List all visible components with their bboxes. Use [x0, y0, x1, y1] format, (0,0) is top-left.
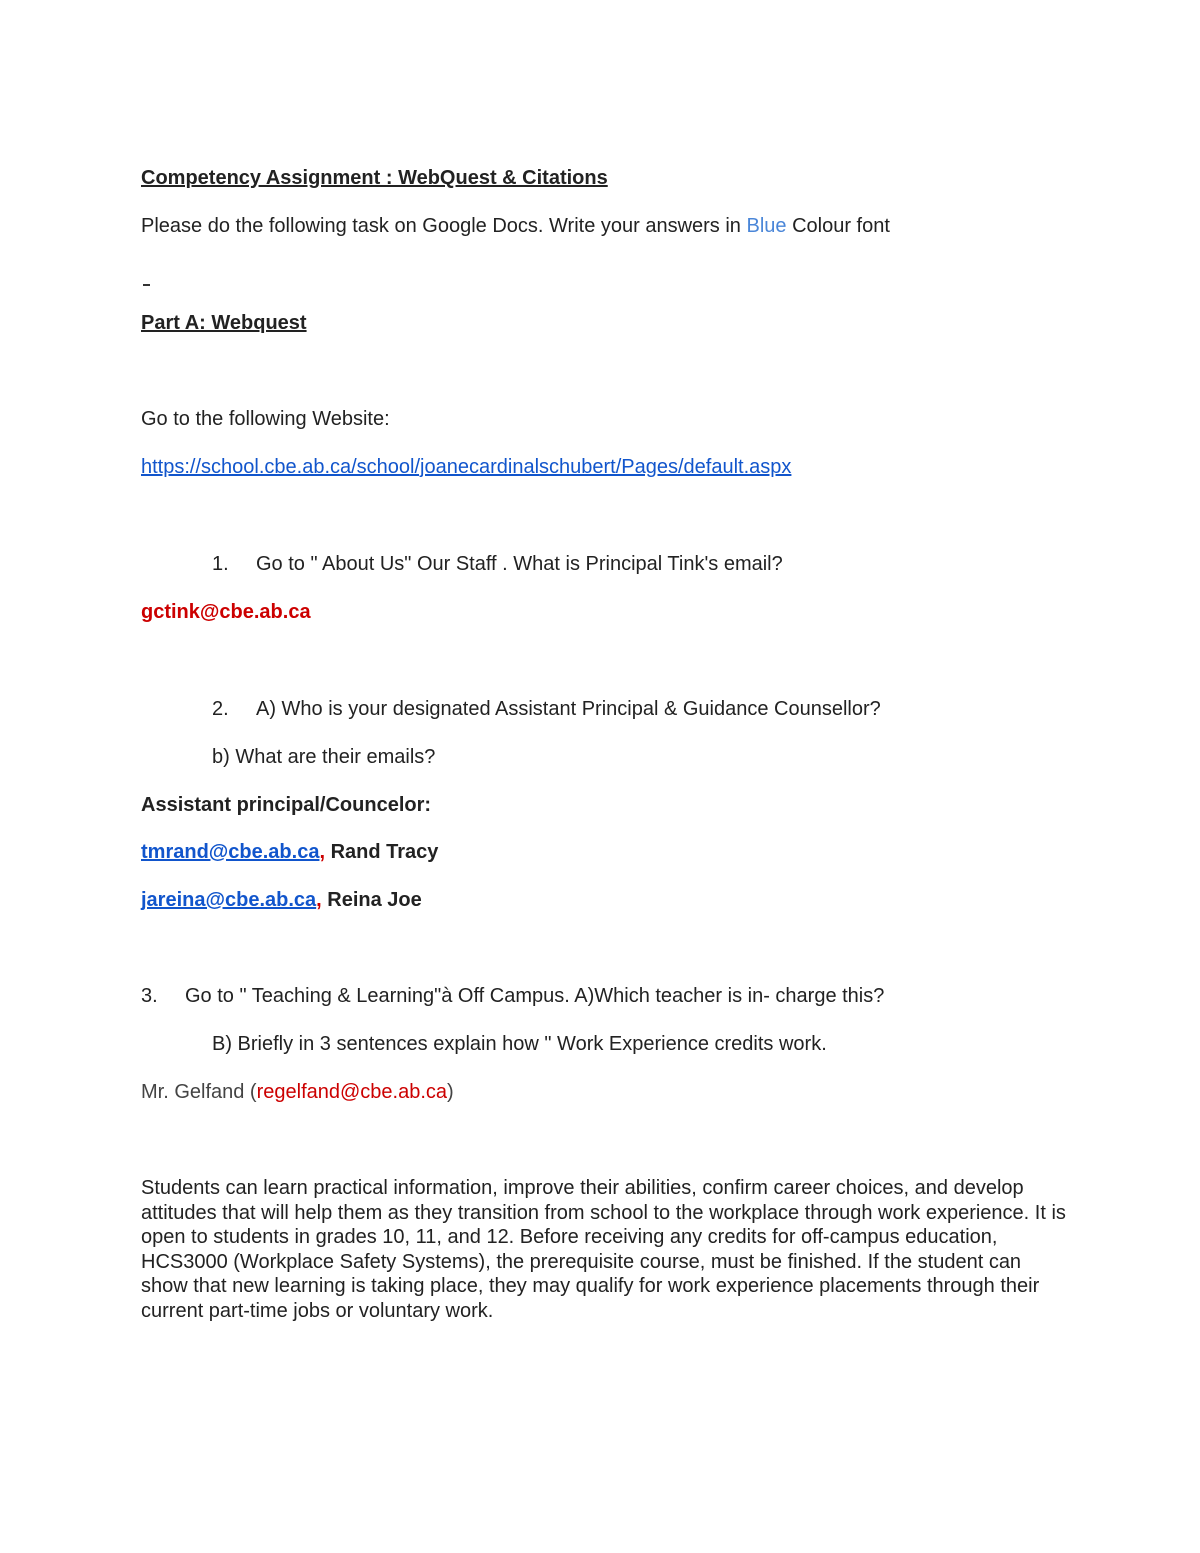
intro-instruction: [141, 214, 890, 238]
contact-email-link[interactable]: tmrand@cbe.ab.ca: [141, 841, 320, 863]
question-1-number: 1.: [212, 553, 229, 575]
answer-3-close: ): [447, 1081, 454, 1103]
question-3a-text: Go to " Teaching & Learning"à Off Campus. A)Which teacher is in- charge this?: [185, 985, 885, 1007]
contact-row-2: [141, 888, 422, 912]
website-prompt: Go to the following Website:: [141, 408, 390, 430]
question-2a-text: A) Who is your designated Assistant Principal & Guidance Counsellor?: [256, 698, 881, 720]
document-title: Competency Assignment : WebQuest & Citations: [141, 167, 608, 189]
contact-comma: ,: [319, 841, 326, 863]
answer-3-teacher: [141, 1080, 454, 1104]
question-1: [212, 552, 783, 576]
contact-name: Reina Joe: [321, 889, 422, 911]
question-2-number: 2.: [212, 698, 229, 720]
intro-text-end: Colour font: [786, 215, 890, 237]
answer-1-email: gctink@cbe.ab.ca: [141, 601, 311, 623]
question-3-number: 3.: [141, 985, 158, 1007]
contact-name: Rand Tracy: [325, 841, 439, 863]
divider-dash: [143, 284, 150, 286]
question-3b: B) Briefly in 3 sentences explain how " Work Experience credits work.: [212, 1033, 827, 1055]
contact-row-1: [141, 840, 438, 864]
work-experience-paragraph: Students can learn practical information, improve their abilities, confirm career choices, and develop attitudes that will help them as they transition from school to the workplace through work experience. It is open to students in grades 10, 11, and 12. Before receiving any credits for off-campus education, HCS3000 (Workplace Safety Systems), the prerequisite course, must be finished. If the student can show that new learning is taking place, they may qualify for work experience placements through their current part-time jobs or voluntary work.: [141, 1177, 1066, 1322]
question-3a: [141, 984, 884, 1008]
answer-3-name: Mr. Gelfand (: [141, 1081, 257, 1103]
question-2b: b) What are their emails?: [212, 746, 436, 768]
part-a-heading: Part A: Webquest: [141, 312, 307, 334]
contact-email-link[interactable]: jareina@cbe.ab.ca: [141, 889, 317, 911]
contact-comma: ,: [316, 889, 322, 911]
intro-text-start: Please do the following task on Google Docs. Write your answers in: [141, 215, 747, 237]
question-2a: [212, 697, 881, 721]
answer-2-heading: Assistant principal/Councelor:: [141, 794, 432, 816]
website-link[interactable]: https://school.cbe.ab.ca/school/joanecardinalschubert/Pages/default.aspx: [141, 456, 792, 478]
answer-3-email: regelfand@cbe.ab.ca: [256, 1081, 448, 1103]
question-1-text: Go to " About Us" Our Staff . What is Principal Tink's email?: [256, 553, 783, 575]
intro-blue-word: Blue: [746, 215, 787, 237]
